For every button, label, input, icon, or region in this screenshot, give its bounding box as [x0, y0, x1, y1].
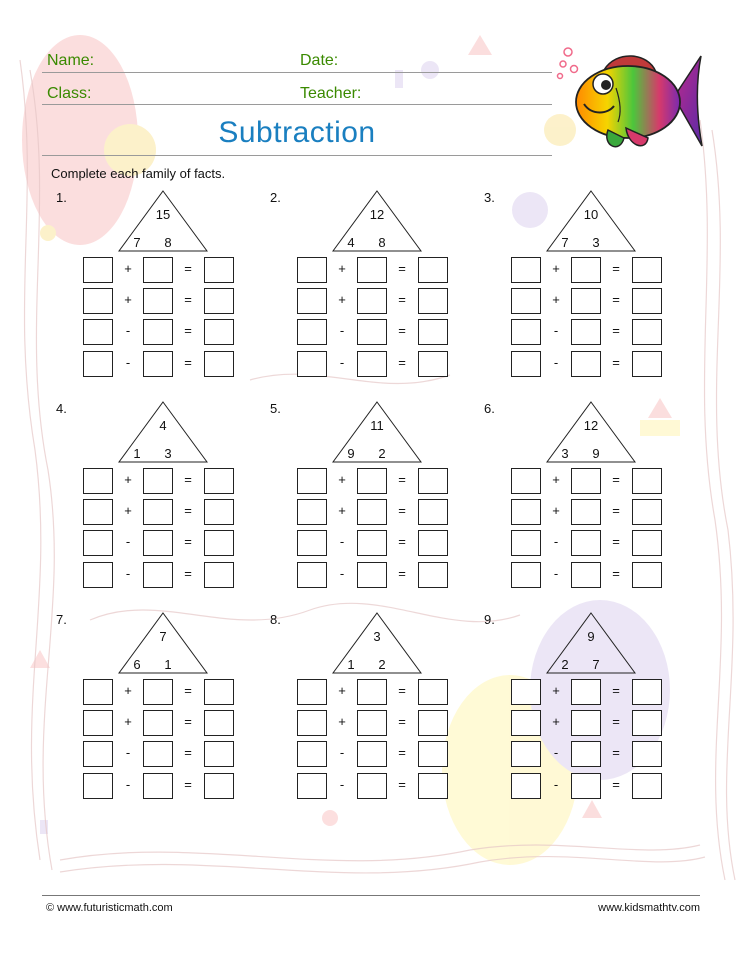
equals-sign: = — [398, 323, 406, 338]
triangle-left-number: 3 — [561, 446, 569, 461]
triangle-top-number: 9 — [587, 629, 595, 644]
equals-sign: = — [398, 261, 406, 276]
triangle-right-number: 3 — [592, 235, 600, 250]
equation-row — [83, 773, 235, 799]
equation-row — [83, 679, 235, 705]
answer-box[interactable] — [357, 530, 387, 556]
answer-box[interactable] — [357, 710, 387, 736]
equals-sign: = — [184, 323, 192, 338]
fact-family-problem — [484, 612, 684, 812]
equals-sign: = — [398, 472, 406, 487]
answer-box[interactable] — [357, 351, 387, 377]
answer-box[interactable] — [632, 773, 662, 799]
fact-family-problem — [484, 190, 684, 390]
equation-row — [297, 710, 449, 736]
answer-box[interactable] — [357, 679, 387, 705]
operator-sign: - — [553, 355, 559, 370]
answer-box[interactable] — [571, 741, 601, 767]
answer-box[interactable] — [632, 530, 662, 556]
answer-box[interactable] — [632, 562, 662, 588]
equals-sign: = — [612, 683, 620, 698]
equals-sign: = — [398, 503, 406, 518]
operator-sign: + — [124, 472, 132, 487]
answer-box[interactable] — [83, 351, 113, 377]
answer-box[interactable] — [143, 499, 173, 525]
operator-sign: - — [339, 745, 345, 760]
answer-box[interactable] — [632, 499, 662, 525]
triangle-right-number: 1 — [164, 657, 172, 672]
operator-sign: + — [338, 472, 346, 487]
operator-sign: + — [552, 714, 560, 729]
equation-row — [511, 710, 663, 736]
equation-row — [297, 499, 449, 525]
operator-sign: + — [552, 292, 560, 307]
operator-sign: - — [339, 534, 345, 549]
answer-box[interactable] — [204, 773, 234, 799]
answer-box[interactable] — [204, 741, 234, 767]
answer-box[interactable] — [511, 562, 541, 588]
footer-divider — [42, 895, 700, 896]
answer-box[interactable] — [511, 530, 541, 556]
answer-box[interactable] — [632, 741, 662, 767]
equation-row — [83, 351, 235, 377]
equals-sign: = — [184, 472, 192, 487]
triangle-right-number: 7 — [592, 657, 600, 672]
answer-box[interactable] — [571, 499, 601, 525]
operator-sign: + — [338, 503, 346, 518]
operator-sign: - — [553, 534, 559, 549]
equals-sign: = — [612, 534, 620, 549]
title-underline — [42, 155, 552, 156]
answer-box[interactable] — [83, 679, 113, 705]
operator-sign: + — [552, 683, 560, 698]
teacher-label: Teacher: — [300, 85, 362, 102]
date-label: Date: — [300, 52, 339, 69]
page-title: Subtraction — [218, 116, 376, 149]
answer-box[interactable] — [357, 741, 387, 767]
answer-box[interactable] — [204, 319, 234, 345]
answer-box[interactable] — [83, 741, 113, 767]
operator-sign: + — [124, 261, 132, 276]
answer-box[interactable] — [418, 773, 448, 799]
equation-row — [511, 288, 663, 314]
answer-box[interactable] — [143, 257, 173, 283]
answer-box[interactable] — [511, 679, 541, 705]
equals-sign: = — [398, 777, 406, 792]
answer-box[interactable] — [632, 257, 662, 283]
answer-box[interactable] — [204, 288, 234, 314]
answer-box[interactable] — [418, 710, 448, 736]
equation-row — [297, 319, 449, 345]
answer-box[interactable] — [632, 351, 662, 377]
answer-box[interactable] — [418, 257, 448, 283]
fact-family-problem — [270, 612, 470, 812]
answer-box[interactable] — [357, 288, 387, 314]
equation-row — [297, 679, 449, 705]
equals-sign: = — [612, 261, 620, 276]
equals-sign: = — [398, 534, 406, 549]
answer-box[interactable] — [143, 319, 173, 345]
operator-sign: + — [338, 714, 346, 729]
answer-box[interactable] — [571, 319, 601, 345]
footer-left-credit: © www.futuristicmath.com — [46, 902, 173, 914]
operator-sign: - — [553, 745, 559, 760]
answer-box[interactable] — [297, 351, 327, 377]
answer-box[interactable] — [204, 679, 234, 705]
class-label: Class: — [47, 85, 92, 102]
answer-box[interactable] — [83, 530, 113, 556]
name-date-underline — [42, 72, 552, 73]
operator-sign: - — [125, 323, 131, 338]
answer-box[interactable] — [511, 319, 541, 345]
equals-sign: = — [612, 777, 620, 792]
answer-box[interactable] — [83, 257, 113, 283]
equals-sign: = — [398, 714, 406, 729]
answer-box[interactable] — [204, 710, 234, 736]
fact-family-problem — [270, 190, 470, 390]
operator-sign: + — [124, 714, 132, 729]
answer-box[interactable] — [297, 773, 327, 799]
operator-sign: - — [553, 323, 559, 338]
problem-number: 8. — [270, 612, 281, 627]
triangle-left-number: 4 — [347, 235, 355, 250]
operator-sign: + — [552, 472, 560, 487]
triangle-top-number: 4 — [159, 418, 167, 433]
equation-row — [511, 468, 663, 494]
answer-box[interactable] — [83, 288, 113, 314]
answer-box[interactable] — [297, 499, 327, 525]
equation-row — [83, 468, 235, 494]
answer-box[interactable] — [632, 319, 662, 345]
equation-row — [297, 468, 449, 494]
answer-box[interactable] — [511, 710, 541, 736]
equation-row — [511, 319, 663, 345]
answer-box[interactable] — [297, 562, 327, 588]
answer-box[interactable] — [571, 468, 601, 494]
equals-sign: = — [398, 566, 406, 581]
answer-box[interactable] — [571, 351, 601, 377]
answer-box[interactable] — [297, 257, 327, 283]
answer-box[interactable] — [143, 679, 173, 705]
operator-sign: + — [338, 261, 346, 276]
equals-sign: = — [398, 292, 406, 307]
answer-box[interactable] — [143, 773, 173, 799]
operator-sign: - — [125, 777, 131, 792]
answer-box[interactable] — [204, 562, 234, 588]
equals-sign: = — [612, 714, 620, 729]
answer-box[interactable] — [571, 530, 601, 556]
fact-family-problem — [56, 612, 256, 812]
equals-sign: = — [612, 472, 620, 487]
problem-number: 4. — [56, 401, 67, 416]
answer-box[interactable] — [418, 741, 448, 767]
equals-sign: = — [184, 566, 192, 581]
answer-box[interactable] — [204, 499, 234, 525]
answer-box[interactable] — [297, 288, 327, 314]
answer-box[interactable] — [297, 741, 327, 767]
operator-sign: - — [125, 745, 131, 760]
triangle-right-number: 2 — [378, 657, 386, 672]
answer-box[interactable] — [83, 319, 113, 345]
answer-box[interactable] — [511, 351, 541, 377]
answer-box[interactable] — [143, 468, 173, 494]
triangle-right-number: 8 — [164, 235, 172, 250]
operator-sign: + — [124, 503, 132, 518]
triangle-left-number: 1 — [347, 657, 355, 672]
equation-row — [511, 530, 663, 556]
problem-number: 9. — [484, 612, 495, 627]
answer-box[interactable] — [511, 741, 541, 767]
triangle-right-number: 9 — [592, 446, 600, 461]
equals-sign: = — [398, 745, 406, 760]
triangle-right-number: 3 — [164, 446, 172, 461]
problem-number: 1. — [56, 190, 67, 205]
equals-sign: = — [184, 503, 192, 518]
equals-sign: = — [184, 683, 192, 698]
class-teacher-underline — [42, 104, 552, 105]
answer-box[interactable] — [632, 710, 662, 736]
equals-sign: = — [184, 777, 192, 792]
answer-box[interactable] — [511, 288, 541, 314]
answer-box[interactable] — [297, 468, 327, 494]
answer-box[interactable] — [143, 351, 173, 377]
equals-sign: = — [184, 355, 192, 370]
answer-box[interactable] — [511, 499, 541, 525]
answer-box[interactable] — [83, 773, 113, 799]
triangle-top-number: 11 — [370, 418, 384, 433]
operator-sign: + — [338, 683, 346, 698]
answer-box[interactable] — [571, 562, 601, 588]
answer-box[interactable] — [418, 499, 448, 525]
operator-sign: - — [339, 323, 345, 338]
answer-box[interactable] — [418, 530, 448, 556]
operator-sign: + — [124, 292, 132, 307]
answer-box[interactable] — [357, 468, 387, 494]
triangle-top-number: 10 — [583, 207, 599, 222]
operator-sign: + — [124, 683, 132, 698]
answer-box[interactable] — [143, 530, 173, 556]
equation-row — [511, 679, 663, 705]
answer-box[interactable] — [571, 288, 601, 314]
problem-number: 2. — [270, 190, 281, 205]
answer-box[interactable] — [571, 679, 601, 705]
answer-box[interactable] — [418, 679, 448, 705]
triangle-left-number: 2 — [561, 657, 569, 672]
answer-box[interactable] — [297, 679, 327, 705]
operator-sign: - — [553, 777, 559, 792]
footer-right-credit: www.kidsmathtv.com — [598, 902, 700, 914]
answer-box[interactable] — [143, 562, 173, 588]
answer-box[interactable] — [418, 562, 448, 588]
equation-row — [297, 773, 449, 799]
answer-box[interactable] — [357, 499, 387, 525]
answer-box[interactable] — [511, 257, 541, 283]
operator-sign: - — [125, 355, 131, 370]
answer-box[interactable] — [297, 530, 327, 556]
answer-box[interactable] — [418, 351, 448, 377]
problem-number: 6. — [484, 401, 495, 416]
answer-box[interactable] — [571, 773, 601, 799]
answer-box[interactable] — [418, 319, 448, 345]
equation-row — [297, 351, 449, 377]
answer-box[interactable] — [511, 468, 541, 494]
answer-box[interactable] — [571, 257, 601, 283]
answer-box[interactable] — [418, 288, 448, 314]
answer-box[interactable] — [357, 773, 387, 799]
answer-box[interactable] — [83, 499, 113, 525]
equals-sign: = — [612, 745, 620, 760]
triangle-left-number: 9 — [347, 446, 355, 461]
equals-sign: = — [184, 714, 192, 729]
equals-sign: = — [184, 745, 192, 760]
equals-sign: = — [612, 323, 620, 338]
problem-number: 3. — [484, 190, 495, 205]
operator-sign: - — [339, 355, 345, 370]
answer-box[interactable] — [357, 319, 387, 345]
equals-sign: = — [398, 355, 406, 370]
answer-box[interactable] — [204, 351, 234, 377]
equals-sign: = — [612, 503, 620, 518]
operator-sign: + — [552, 261, 560, 276]
triangle-left-number: 7 — [133, 235, 141, 250]
answer-box[interactable] — [297, 319, 327, 345]
equation-row — [83, 257, 235, 283]
equation-row — [297, 530, 449, 556]
answer-box[interactable] — [143, 288, 173, 314]
equation-row — [297, 288, 449, 314]
equals-sign: = — [612, 355, 620, 370]
equals-sign: = — [612, 566, 620, 581]
triangle-top-number: 15 — [155, 207, 171, 222]
fact-family-problem — [56, 190, 256, 390]
problem-number: 7. — [56, 612, 67, 627]
equation-row — [83, 288, 235, 314]
triangle-left-number: 1 — [133, 446, 141, 461]
operator-sign: - — [125, 566, 131, 581]
equation-row — [511, 499, 663, 525]
operator-sign: + — [338, 292, 346, 307]
answer-box[interactable] — [511, 773, 541, 799]
answer-box[interactable] — [204, 257, 234, 283]
equation-row — [511, 773, 663, 799]
equals-sign: = — [184, 534, 192, 549]
operator-sign: - — [125, 534, 131, 549]
problem-number: 5. — [270, 401, 281, 416]
equals-sign: = — [184, 261, 192, 276]
equation-row — [297, 562, 449, 588]
fact-family-problem — [484, 401, 684, 601]
answer-box[interactable] — [571, 710, 601, 736]
equation-row — [83, 530, 235, 556]
equals-sign: = — [184, 292, 192, 307]
triangle-right-number: 8 — [378, 235, 386, 250]
equation-row — [511, 257, 663, 283]
triangle-top-number: 7 — [159, 629, 167, 644]
equation-row — [511, 741, 663, 767]
fact-family-problem — [56, 401, 256, 601]
equation-row — [297, 741, 449, 767]
triangle-left-number: 6 — [133, 657, 141, 672]
answer-box[interactable] — [143, 741, 173, 767]
answer-box[interactable] — [357, 562, 387, 588]
triangle-top-number: 12 — [583, 418, 599, 433]
answer-box[interactable] — [143, 710, 173, 736]
operator-sign: + — [552, 503, 560, 518]
operator-sign: - — [339, 777, 345, 792]
operator-sign: - — [553, 566, 559, 581]
operator-sign: - — [339, 566, 345, 581]
answer-box[interactable] — [83, 562, 113, 588]
equation-row — [511, 562, 663, 588]
answer-box[interactable] — [83, 710, 113, 736]
triangle-top-number: 3 — [373, 629, 381, 644]
equation-row — [83, 319, 235, 345]
answer-box[interactable] — [297, 710, 327, 736]
equation-row — [83, 710, 235, 736]
fact-family-problem — [270, 401, 470, 601]
triangle-left-number: 7 — [561, 235, 569, 250]
equation-row — [83, 562, 235, 588]
equation-row — [83, 741, 235, 767]
answer-box[interactable] — [357, 257, 387, 283]
answer-box[interactable] — [83, 468, 113, 494]
triangle-top-number: 12 — [369, 207, 385, 222]
equals-sign: = — [612, 292, 620, 307]
answer-box[interactable] — [204, 530, 234, 556]
answer-box[interactable] — [632, 679, 662, 705]
answer-box[interactable] — [632, 468, 662, 494]
instructions-text: Complete each family of facts. — [51, 166, 226, 181]
equals-sign: = — [398, 683, 406, 698]
equation-row — [297, 257, 449, 283]
answer-box[interactable] — [418, 468, 448, 494]
answer-box[interactable] — [632, 288, 662, 314]
equation-row — [83, 499, 235, 525]
triangle-right-number: 2 — [378, 446, 386, 461]
answer-box[interactable] — [204, 468, 234, 494]
name-label: Name: — [47, 52, 95, 69]
fish-mascot-icon — [556, 42, 706, 162]
equation-row — [511, 351, 663, 377]
